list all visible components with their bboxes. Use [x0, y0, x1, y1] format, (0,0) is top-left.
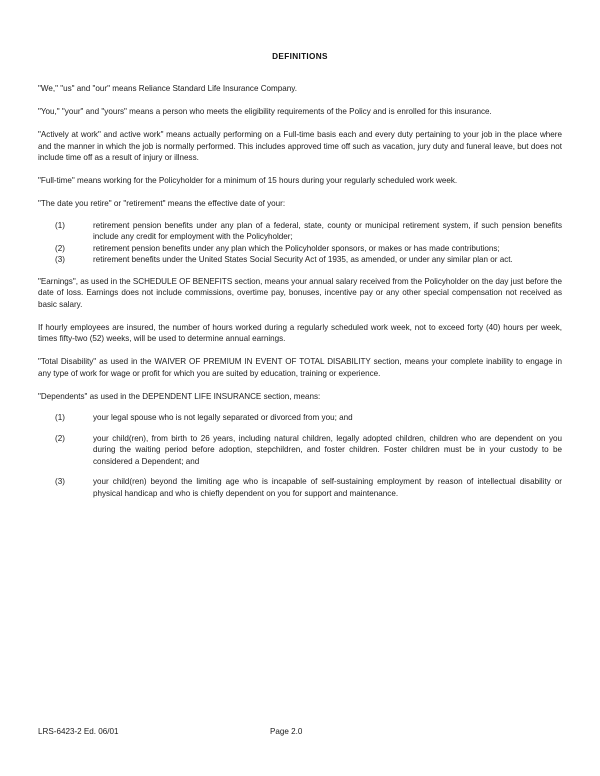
paragraph-dependents-intro: "Dependents" as used in the DEPENDENT LIFE INSURANCE section, means:: [38, 391, 321, 401]
paragraph-hourly-employees: If hourly employees are insured, the number of hours worked during a regularly scheduled work week, not to exceed forty (40) hours per week, times fifty-two (52) weeks, will be used to determine annual earnings.: [38, 322, 562, 343]
list-item-text: your child(ren) beyond the limiting age who is incapable of self-sustaining employment by reason of intellectual disability or physical handicap and who is chiefly dependent on you for support and maintenance.: [93, 477, 562, 498]
list-marker: (1): [55, 413, 65, 422]
spacer: [38, 345, 562, 357]
spacer: [38, 210, 562, 220]
paragraph-total-disability: "Total Disability" as used in the WAIVER OF PREMIUM IN EVENT OF TOTAL DISABILITY section, means your complete inability to engage in any type of work for wage or profit for which you are suited by education, training or experience.: [38, 357, 562, 378]
spacer: [38, 95, 562, 107]
list-item: [55, 433, 562, 468]
list-item-text: retirement benefits under the United States Social Security Act of 1935, as amended, or under any similar plan or act.: [93, 255, 513, 264]
list-item: [55, 220, 562, 243]
list-item: [55, 476, 562, 499]
page-number: Page 2.0: [270, 727, 303, 736]
spacer: [38, 310, 562, 322]
retirement-definitions-list: [38, 220, 562, 266]
list-marker: (2): [55, 433, 65, 443]
spacer: [38, 187, 562, 199]
list-marker: (1): [55, 220, 65, 230]
paragraph-you-your-yours: "You," "your" and "yours" means a person who meets the eligibility requirements of the Policy and is enrolled for this insurance.: [38, 107, 492, 116]
list-item: [55, 254, 562, 266]
list-item-text: your child(ren), from birth to 26 years, including natural children, legally adopted children, children who are dependent on you during the waiting period before adoption, stepchildren, and foster children. Foster children must be in your custody to be considered a Dependent; and: [93, 433, 562, 466]
page-title: DEFINITIONS: [272, 52, 328, 61]
spacer: [38, 118, 562, 130]
list-marker: (3): [55, 477, 65, 486]
paragraph-earnings: "Earnings", as used in the SCHEDULE OF BENEFITS section, means your annual salary received from the Policyholder on the day just before the date of loss. Earnings does not include commissions, overtime pay, bonuses, incentive pay or any other special compensation not received as basic salary.: [38, 276, 562, 309]
document-form-code: LRS-6423-2 Ed. 06/01: [38, 727, 119, 736]
document-body: [38, 0, 562, 499]
spacer: [38, 164, 562, 176]
list-item-text: retirement pension benefits under any plan which the Policyholder sponsors, or makes or has made contributions;: [93, 243, 500, 253]
spacer: [38, 402, 562, 412]
spacer: [38, 266, 562, 276]
list-item: [55, 412, 562, 424]
list-item: [55, 243, 562, 255]
paragraph-full-time: "Full-time" means working for the Policyholder for a minimum of 15 hours during your regularly scheduled work week.: [38, 176, 458, 185]
paragraph-date-you-retire: "The date you retire" or "retirement" means the effective date of your:: [38, 199, 286, 208]
paragraph-we-us-our: "We," "us" and "our" means Reliance Standard Life Insurance Company.: [38, 84, 297, 93]
spacer: [38, 61, 562, 83]
paragraph-actively-at-work: "Actively at work" and active work" means actually performing on a Full-time basis each and every duty pertaining to your job in the place where and the manner in which the job is normally performed. This includes approved time off such as vacation, jury duty and funeral leave, but does not include time off as a result of injury or illness.: [38, 130, 562, 162]
list-item-text: your legal spouse who is not legally separated or divorced from you; and: [93, 413, 353, 422]
spacer: [38, 379, 562, 391]
list-marker: (2): [55, 243, 65, 253]
dependents-definitions-list: [38, 412, 562, 499]
list-item-text: retirement pension benefits under any plan of a federal, state, county or municipal retirement system, if such pension benefits include any credit for employment with the Policyholder;: [93, 220, 562, 241]
list-marker: (3): [55, 255, 65, 264]
